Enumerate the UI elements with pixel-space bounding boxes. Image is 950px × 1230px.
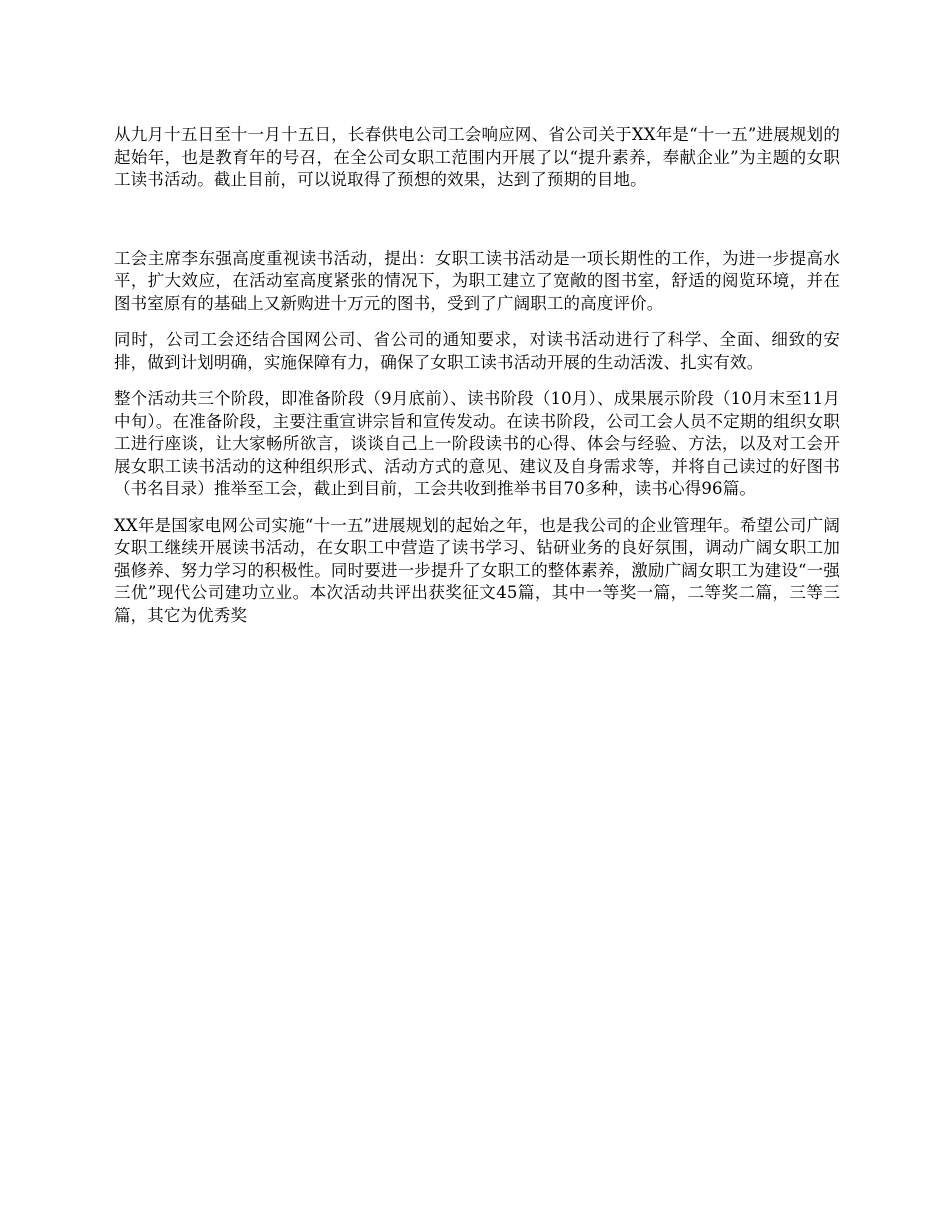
paragraph-conclusion: XX年是国家电网公司实施“十一五”进展规划的起始之年，也是我公司的企业管理年。希望公司广阔女职工继续开展读书活动，在女职工中营造了读书学习、钻研业务的良好氛围，调动广阔女职工加强修养、努力学习的积极性。同时要进一步提升了女职工的整体素养，激励广阔女职工为建设“一强三优”现代公司建功立业。本次活动共评出获奖征文45篇，其中一等奖一篇，二等奖二篇，三等三篇，其它为优秀奖 [114,515,840,625]
paragraph-arrangement: 同时，公司工会还结合国网公司、省公司的通知要求，对读书活动进行了科学、全面、细致的安排，做到计划明确，实施保障有力，确保了女职工读书活动开展的生动活泼、扎实有效。 [114,330,840,372]
paragraph-intro: 从九月十五日至十一月十五日，长春供电公司工会响应网、省公司关于XX年是“十一五”进展规划的起始年，也是教育年的号召，在全公司女职工范围内开展了以“提升素养，奉献企业”为主题的女职工读书活动。截止目前，可以说取得了预想的效果，达到了预期的目地。 [114,125,840,189]
paragraph-stages: 整个活动共三个阶段，即准备阶段（9月底前）、读书阶段（10月）、成果展示阶段（10月末至11月中旬）。在准备阶段，主要注重宣讲宗旨和宣传发动。在读书阶段，公司工会人员不定期的组织女职工进行座谈，让大家畅所欲言，谈谈自己上一阶段读书的心得、体会与经验、方法，以及对工会开展女职工读书活动的这种组织形式、活动方式的意见、建议及自身需求等，并将自己读过的好图书（书名目录）推举至工会，截止到目前，工会共收到推举书目70多种，读书心得96篇。 [114,389,840,498]
paragraph-chairman: 工会主席李东强高度重视读书活动，提出：女职工读书活动是一项长期性的工作，为进一步提高水平，扩大效应，在活动室高度紧张的情况下，为职工建立了宽敞的图书室，舒适的阅览环境，并在图书室原有的基础上又新购进十万元的图书，受到了广阔职工的高度评价。 [114,248,840,313]
document-body [114,124,840,627]
